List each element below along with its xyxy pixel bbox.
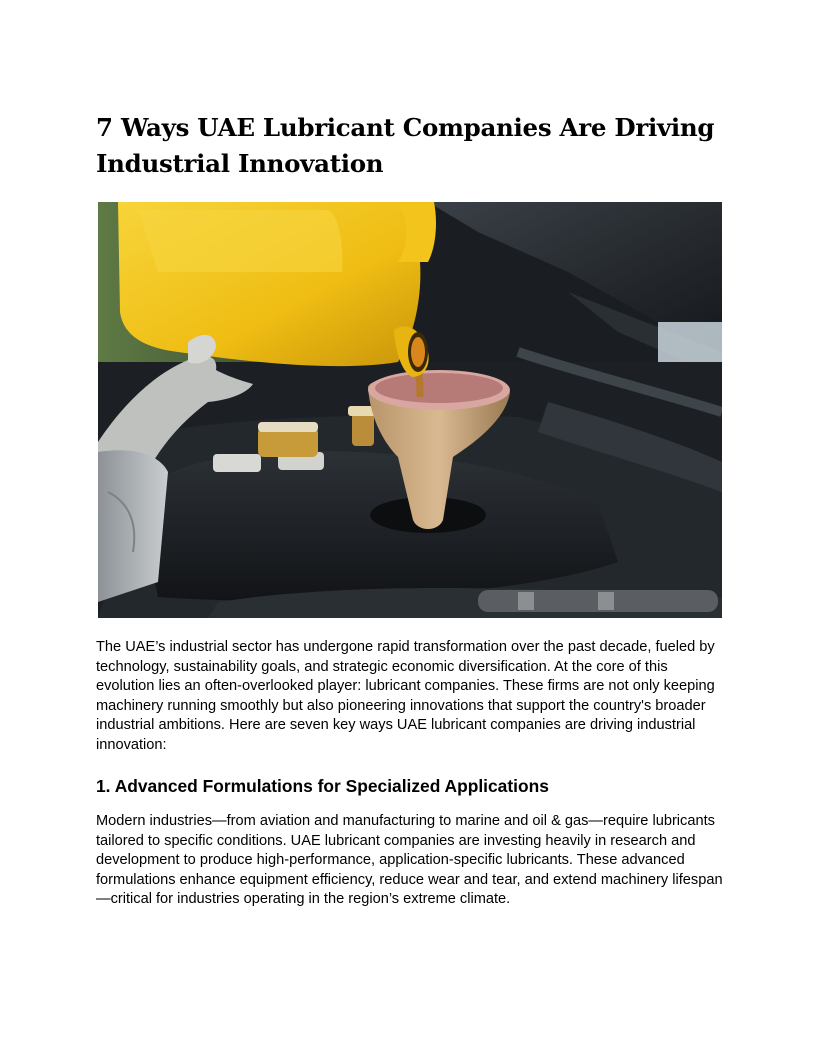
hero-photo-oil-pouring: [98, 202, 722, 618]
section-paragraph: Modern industries—from aviation and manufacturing to marine and oil & gas—require lubricants tailored to specific conditions. UAE lubricant companies are investing heavily in research and development to produce high-performance, application-specific lubricants. These advanced formulations enhance equipment efficiency, reduce wear and tear, and extend machinery lifespan—critical for industries operating in the region’s extreme climate.: [96, 813, 723, 907]
page-title: 7 Ways UAE Lubricant Companies Are Driving Industrial Innovation: [96, 113, 715, 178]
hero-photo-illustration: [98, 202, 722, 618]
intro-paragraph: The UAE’s industrial sector has undergone rapid transformation over the past decade, fueled by technology, sustainability goals, and strategic economic diversification. At the core of this evolution lies an often-overlooked player: lubricant companies. These firms are not only keeping machinery running smoothly but also pioneering innovations that support the country's broader industrial ambitions. Here are seven key ways UAE lubricant companies are driving industrial innovation:: [96, 639, 715, 753]
section-heading: 1. Advanced Formulations for Specialized Applications: [96, 776, 549, 796]
